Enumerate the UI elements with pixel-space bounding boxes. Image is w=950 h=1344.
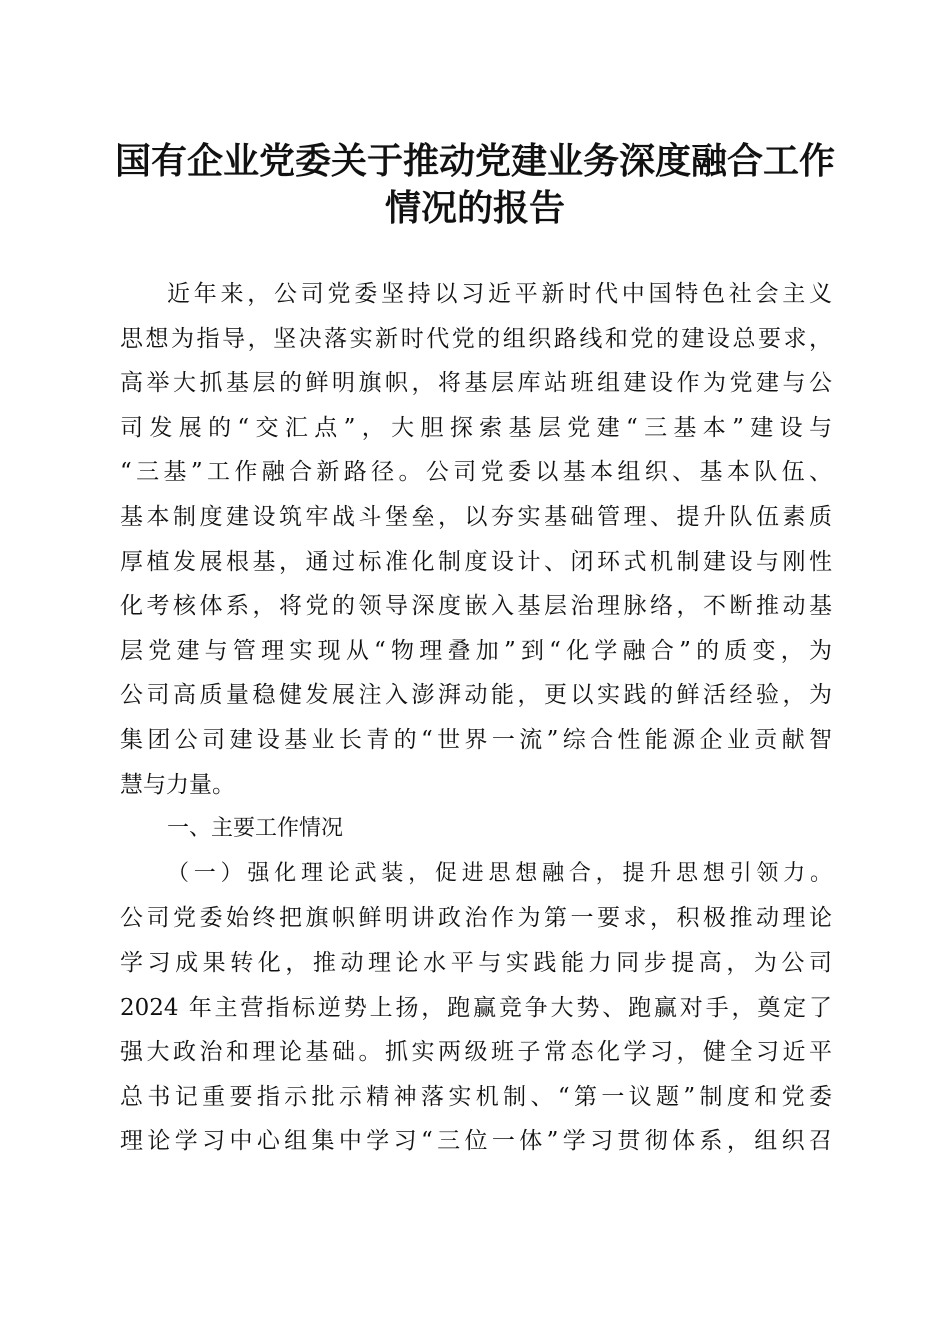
section-line: 学习成果转化，推动理论水平与实践能力同步提高，为公司 [120, 949, 832, 976]
section-heading: 一、主要工作情况 [167, 816, 344, 842]
intro-line: “三基”工作融合新路径。公司党委以基本组织、基本队伍、 [120, 459, 832, 486]
intro-line: 公司高质量稳健发展注入澎湃动能，更以实践的鲜活经验，为 [120, 682, 832, 709]
intro-line: 基本制度建设筑牢战斗堡垒，以夯实基础管理、提升队伍素质 [120, 503, 832, 530]
intro-line: 高举大抓基层的鲜明旗帜，将基层库站班组建设作为党建与公 [120, 370, 832, 397]
document-title-line-2: 情况的报告 [384, 187, 565, 229]
intro-line: 慧与力量。 [120, 771, 235, 798]
intro-line: 化考核体系，将党的领导深度嵌入基层治理脉络，不断推动基 [120, 593, 832, 620]
section-line: 2024 年主营指标逆势上扬，跑赢竞争大势、跑赢对手，奠定了 [120, 994, 832, 1021]
section-line: 强大政治和理论基础。抓实两级班子常态化学习，健全习近平 [120, 1039, 832, 1066]
document-title-line-1: 国有企业党委关于推动党建业务深度融合工作 [114, 140, 835, 182]
section-line: 理论学习中心组集中学习“三位一体”学习贯彻体系，组织召 [120, 1128, 832, 1155]
intro-line: 思想为指导，坚决落实新时代党的组织路线和党的建设总要求， [120, 325, 832, 352]
intro-line: 厚植发展根基，通过标准化制度设计、闭环式机制建设与刚性 [120, 548, 832, 575]
intro-line: 集团公司建设基业长青的“世界一流”综合性能源企业贡献智 [120, 726, 832, 753]
section-line: 公司党委始终把旗帜鲜明讲政治作为第一要求，积极推动理论 [120, 905, 832, 932]
section-line: 总书记重要指示批示精神落实机制、“第一议题”制度和党委 [120, 1083, 832, 1110]
intro-line: 司发展的“交汇点”，大胆探索基层党建“三基本”建设与 [120, 414, 832, 441]
intro-line: 层党建与管理实现从“物理叠加”到“化学融合”的质变，为 [120, 637, 832, 664]
intro-line: 近年来，公司党委坚持以习近平新时代中国特色社会主义 [167, 281, 832, 307]
subsection-heading: （一）强化理论武装，促进思想融合，提升思想引领力。 [167, 860, 832, 886]
document-body [120, 272, 832, 1164]
